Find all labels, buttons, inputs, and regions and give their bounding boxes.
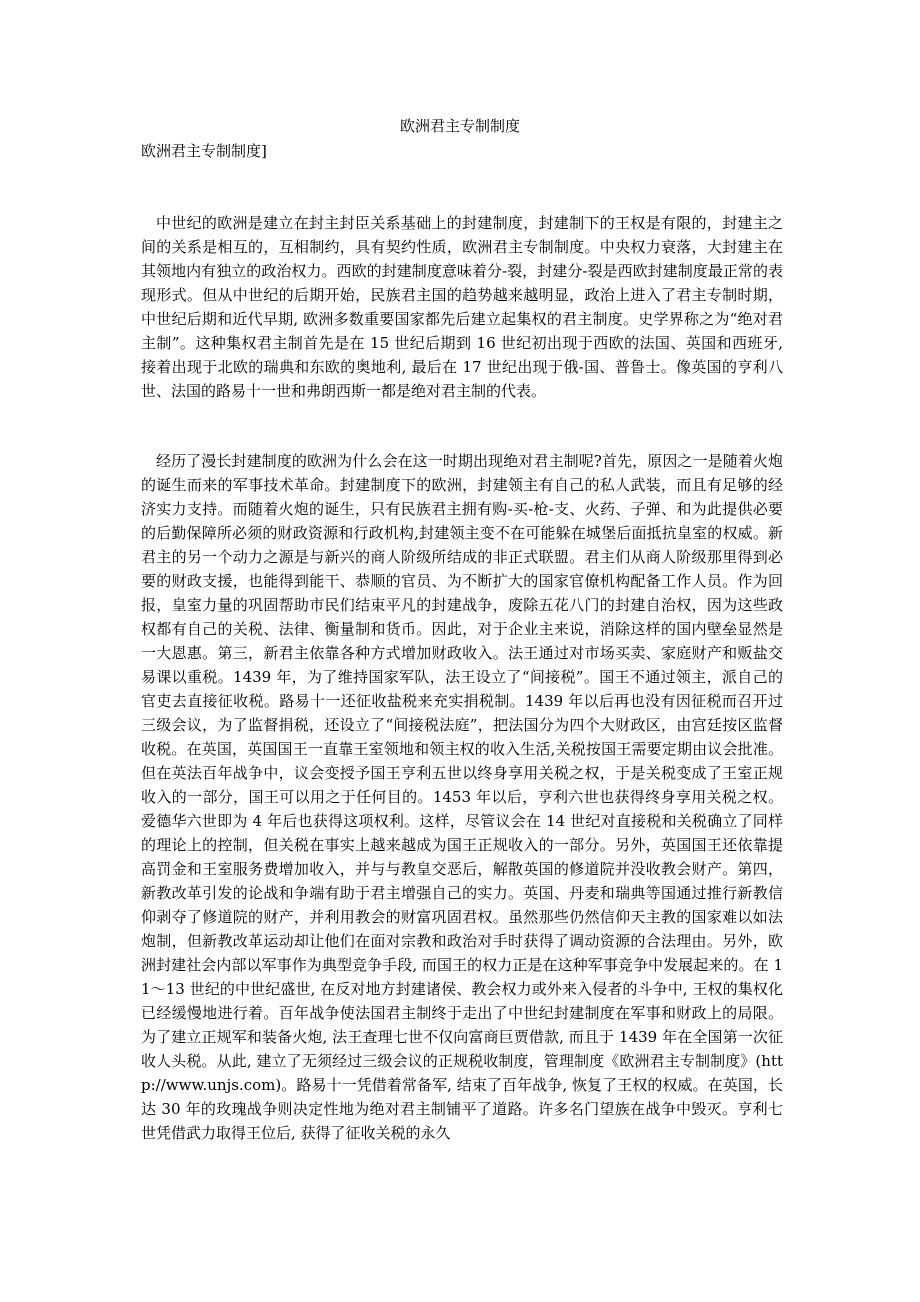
paragraph-absolutism-causes: 经历了漫长封建制度的欧洲为什么会在这一时期出现绝对君主制呢?首先，原因之一是随着火炮的诞生而来的军事技术革命。封建制度下的欧洲，封建领主有自己的私人武装，而且有足够的经济实力支持。而随着火炮的诞生，只有民族君主拥有购-买-枪-支、火药、子弹、和为此提供必要的后勤保障所必须的财政资源和行政机构,封建领主变不在可能躲在城堡后面抵抗皇室的权威。新君主的另一个动力之源是与新兴的商人阶级所结成的非正式联盟。君主们从商人阶级那里得到必要的财政支援，也能得到能干、恭顺的官员、为不断扩大的国家官僚机构配备工作人员。作为回报，皇室力量的巩固帮助市民们结束平凡的封建战争，废除五花八门的封建自治权，因为这些政权都有自己的关税、法律、衡量制和货币。因此，对于企业主来说，消除这样的国内壁垒显然是一大恩惠。第三，新君主依靠各种方式增加财政收入。法王通过对市场买卖、家庭财产和贩盐交易课以重税。1439 年，为了维持国家军队，法王设立了“间接税”。国王不通过领主，派自己的官吏去直接征收税。路易十一还征收盐税来充实捐税制。1439 年以后再也没有因征税而召开过三级会议，为了监督捐税，还设立了“间接税法庭”，把法国分为四个大财政区，由宫廷按区监督收税。在英国，英国国王一直靠王室领地和领主权的收入生活,关税按国王需要定期由议会批准。但在英法百年战争中，议会变授予国王亨利五世以终身享用关税之权，于是关税变成了王室正规收入的一部分，国王可以用之于任何目的。1453 年以后，亨利六世也获得终身享用关税之权。爱德华六世即为 4 年后也获得这项权利。这样，尽管议会在 14 世纪对直接税和关税确立了同样的理论上的控制，但关税在事实上越来越成为国王正规收入的一部分。另外，英国国王还依靠提高罚金和王室服务费增加收入，并与与教皇交恶后，解散英国的修道院并没收教会财产。第四，新教改革引发的论战和争端有助于君主增强自己的实力。英国、丹麦和瑞典等国通过推行新教信仰剥夺了修道院的财产，并利用教会的财富巩固君权。虽然那些仍然信仰天主教的国家难以如法炮制，但新教改革运动却让他们在面对宗教和政治对手时获得了调动资源的合法理由。另外，欧洲封建社会内部以军事作为典型竞争手段, 而国王的权力正是在这种军事竞争中发展起来的。在 11～13 世纪的中世纪盛世, 在反对地方封建诸侯、教会权力或外来入侵者的斗争中, 王权的集权化已经缓慢地进行着。百年战争使法国君主制终于走出了中世纪封建制度在军事和财政上的局限。为了建立正规军和装备火炮, 法王查理七世不仅向富商巨贾借款, 而且于 1439 年在全国第一次征收人头税。从此, 建立了无须经过三级会议的正规税收制度，管理制度《欧洲君主专制制度》(http://www.unjs.com)。路易十一凭借着常备军, 结束了百年战争, 恢复了王权的权威。在英国，长达 30 年的玫瑰战争则决定性地为绝对君主制铺平了道路。许多名门望族在战争中毁灭。亨利七世凭借武力取得王位后, 获得了征收关税的永久 xyxy=(141,452,783,1142)
document-subtitle: 欧洲君主专制制度] xyxy=(141,142,267,160)
document-title: 欧洲君主专制制度 xyxy=(399,117,520,135)
paragraph-feudal-system: 中世纪的欧洲是建立在封主封臣关系基础上的封建制度，封建制下的王权是有限的，封建主之间的关系是相互的，互相制约，具有契约性质，欧洲君主专制制度。中央权力衰落，大封建主在其领地内有独立的政治权力。西欧的封建制度意味着分-裂，封建分-裂是西欧封建制度最正常的表现形式。但从中世纪的后期开始，民族君主国的趋势越来越明显，政治上进入了君主专制时期，中世纪后期和近代早期, 欧洲多数重要国家都先后建立起集权的君主制度。史学界称之为“绝对君主制”。这种集权君主制首先是在 15 世纪后期到 16 世纪初出现于西欧的法国、英国和西班牙, 接着出现于北欧的瑞典和东欧的奥地利, 最后在 17 世纪出现于俄-国、普鲁士。像英国的亨利八世、法国的路易十一世和弗朗西斯一都是绝对君主制的代表。 xyxy=(141,214,783,400)
